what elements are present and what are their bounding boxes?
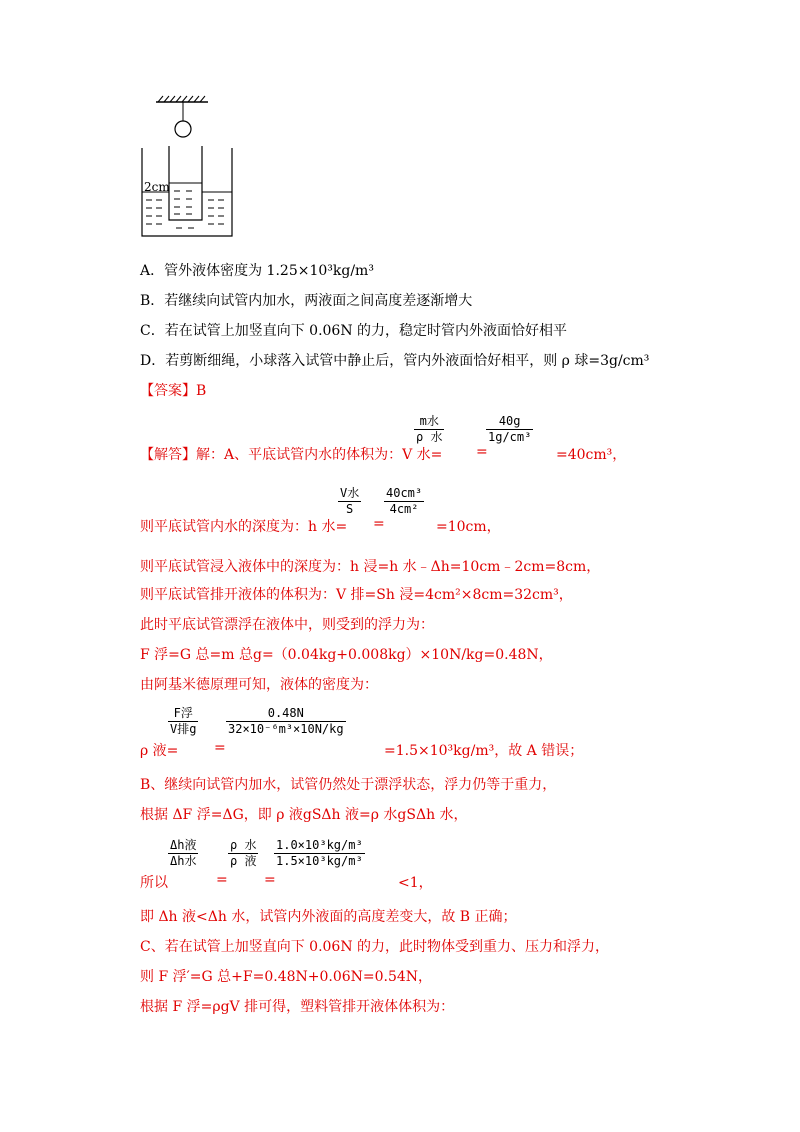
analysis-line-9: B、继续向试管内加水，试管仍然处于漂浮状态，浮力仍等于重力， <box>140 777 557 793</box>
answer-label: 【答案】B <box>140 383 207 399</box>
denominator: 4cm² <box>389 502 419 516</box>
fraction-3b <box>226 706 346 737</box>
numerator: 40cm³ <box>386 486 423 500</box>
fraction-1b <box>486 414 533 445</box>
analysis-line-2: 则平底试管内水的深度为：h 水= <box>140 519 348 535</box>
analysis-text: 解：A、平底试管内水的体积为：V 水= <box>196 447 443 463</box>
fraction-2b <box>384 486 424 517</box>
analysis-line-13: C、若在试管上加竖直向下 0.06N 的力，此时物体受到重力、压力和浮力， <box>140 939 610 955</box>
analysis-line-10: 根据 ΔF 浮=ΔG，即 ρ 液gSΔh 液=ρ 水gSΔh 水， <box>140 807 468 823</box>
option-b: B．若继续向试管内加水，两液面之间高度差逐渐增大 <box>140 293 473 309</box>
numerator: ρ 水 <box>230 838 257 852</box>
analysis-line-15: 根据 F 浮=ρgV 排可得，塑料管排开液体体积为： <box>140 999 455 1015</box>
equals: = <box>216 872 228 888</box>
denominator: ρ 水 <box>416 430 443 444</box>
test-tube-diagram <box>140 88 240 240</box>
numerator: F浮 <box>173 706 193 720</box>
analysis-line-8-result: =1.5×10³kg/m³，故 A 错误； <box>384 743 584 759</box>
equals: = <box>476 444 488 460</box>
denominator: ρ 液 <box>230 854 257 868</box>
fraction-2a <box>338 486 361 517</box>
option-c: C．若在试管上加竖直向下 0.06N 的力，稳定时管内外液面恰好相平 <box>140 323 568 339</box>
denominator: 32×10⁻⁶m³×10N/kg <box>228 722 344 736</box>
numerator: V水 <box>340 486 360 500</box>
denominator: V排g <box>170 722 197 736</box>
equals: = <box>373 516 385 532</box>
numerator: m水 <box>419 414 439 428</box>
analysis-line-6: F 浮=G 总=m 总g=（0.04kg+0.008kg）×10N/kg=0.48N， <box>140 647 553 663</box>
analysis-label: 【解答】 <box>140 447 196 463</box>
analysis-line-11-result: <1， <box>398 875 433 891</box>
height-label: 2cm <box>144 180 170 194</box>
fraction-4a <box>168 838 198 869</box>
analysis-line-7: 由阿基米德原理可知，液体的密度为： <box>140 677 378 693</box>
analysis-line-1-result: =40cm³， <box>556 447 627 463</box>
option-a: A．管外液体密度为 1.25×10³kg/m³ <box>140 263 374 279</box>
analysis-line-12: 即 Δh 液<Δh 水，试管内外液面的高度差变大，故 B 正确； <box>140 909 517 925</box>
option-d: D．若剪断细绳，小球落入试管中静止后，管内外液面恰好相平，则 ρ 球=3g/cm³ <box>140 353 650 369</box>
denominator: S <box>346 502 354 516</box>
numerator: Δh液 <box>170 838 197 852</box>
numerator: 1.0×10³kg/m³ <box>276 838 363 852</box>
fraction-1a <box>414 414 444 445</box>
equals: = <box>264 872 276 888</box>
analysis-line-5: 此时平底试管漂浮在液体中，则受到的浮力为： <box>140 617 434 633</box>
analysis-line-2-result: =10cm， <box>436 519 501 535</box>
fraction-3a <box>168 706 198 737</box>
analysis-line-14: 则 F 浮′=G 总+F=0.48N+0.06N=0.54N， <box>140 969 433 985</box>
analysis-line-8: ρ 液= <box>140 743 179 759</box>
denominator: 1g/cm³ <box>488 430 532 444</box>
fraction-4c <box>274 838 365 869</box>
equals: = <box>214 740 226 756</box>
fraction-4b <box>228 838 258 869</box>
analysis-line-3: 则平底试管浸入液体中的深度为：h 浸=h 水﹣Δh=10cm﹣2cm=8cm， <box>140 559 601 575</box>
analysis-line-11: 所以 <box>140 875 168 891</box>
analysis-line-1 <box>140 444 442 464</box>
denominator: Δh水 <box>170 854 197 868</box>
analysis-line-4: 则平底试管排开液体的体积为：V 排=Sh 浸=4cm²×8cm=32cm³， <box>140 587 573 603</box>
denominator: 1.5×10³kg/m³ <box>276 854 363 868</box>
numerator: 0.48N <box>267 706 304 720</box>
numerator: 40g <box>498 414 521 428</box>
apparatus-figure <box>140 88 240 244</box>
